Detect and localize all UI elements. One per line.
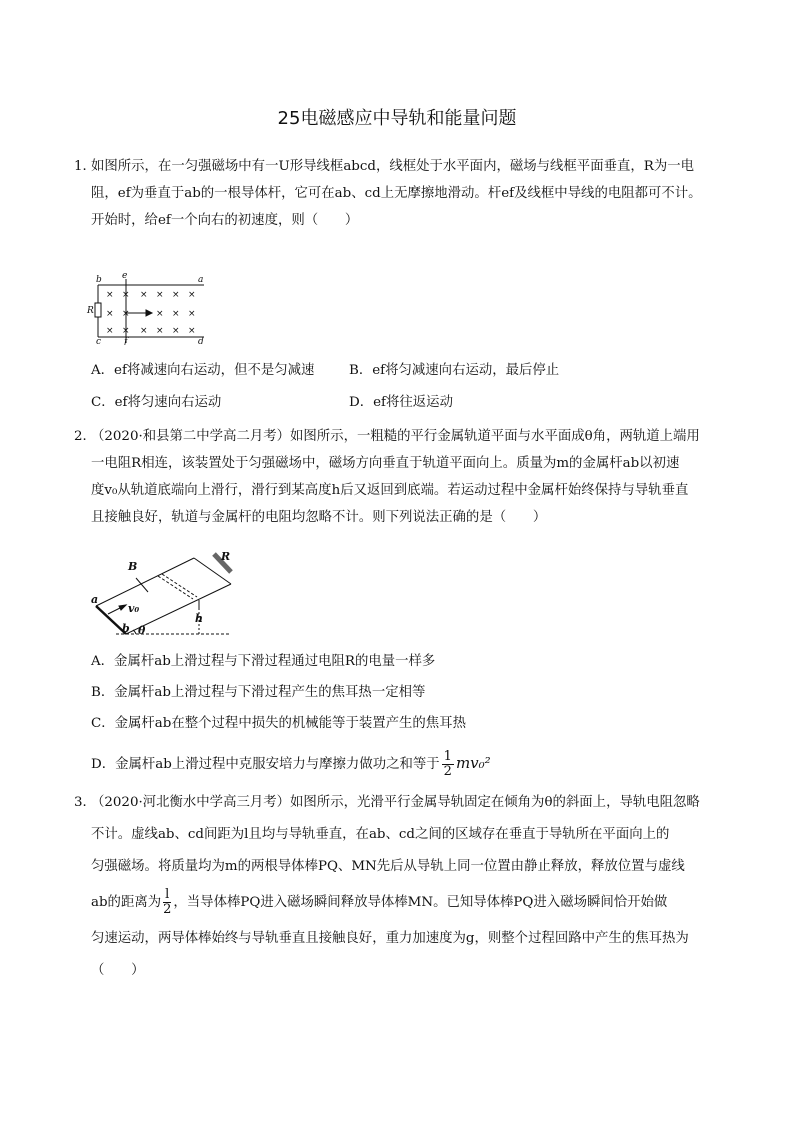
text-segment: ab的距离为 (91, 895, 162, 910)
q1-option-d[interactable]: D．ef将往返运动 (349, 395, 453, 410)
page-title: 25电磁感应中导轨和能量问题 (277, 108, 517, 129)
question-3 (74, 787, 734, 987)
question-number: 3． (74, 795, 96, 810)
question-text-line: （ ） (91, 963, 145, 978)
q1-circuit-figure (86, 273, 216, 345)
fraction (163, 888, 171, 917)
question-text-line: 一电阻R相连，该装置处于匀强磁场中，磁场方向垂直于轨道平面向上。质量为m的金属杆ab以初速 (91, 456, 680, 471)
label-a: a (91, 593, 99, 606)
q1-option-c[interactable]: C．ef将匀速向右运动 (91, 395, 222, 410)
cross-mark: × (106, 326, 114, 336)
question-text-line: 且接触良好，轨道与金属杆的电阻均忽略不计。则下列说法正确的是（ ） (91, 510, 547, 525)
question-text-line: 匀速运动，两导体棒始终与导轨垂直且接触良好，重力加速度为g，则整个过程回路中产生的焦耳热为 (91, 931, 689, 946)
question-text-line: 开始时，给ef一个向右的初速度，则（ ） (91, 213, 359, 228)
cross-mark: × (156, 290, 164, 300)
question-text-line (74, 883, 734, 923)
q1-option-b[interactable]: B．ef将匀减速向右运动，最后停止 (349, 363, 560, 378)
q1-option-a[interactable]: A．ef将减速向右运动，但不是匀减速 (91, 363, 315, 378)
cross-mark: × (106, 290, 114, 300)
q2-incline-figure (86, 548, 236, 640)
label-h: h (195, 612, 203, 625)
formula-tail: mv₀² (455, 754, 491, 772)
cross-mark: × (172, 309, 180, 319)
fraction (442, 750, 454, 779)
cross-mark: × (140, 326, 148, 336)
question-text-line: 度v₀从轨道底端向上滑行，滑行到某高度h后又返回到底端。若运动过程中金属杆始终保持与导轨垂直 (91, 483, 689, 498)
fraction-denominator: 2 (443, 764, 452, 779)
cross-mark: × (106, 309, 114, 319)
fraction-numerator: 1 (443, 749, 452, 764)
label-R: R (221, 550, 231, 563)
label-b: b (122, 622, 130, 635)
label-f: f (124, 337, 128, 345)
cross-mark: × (188, 309, 196, 319)
cross-mark: × (188, 290, 196, 300)
fraction-denominator: 2 (163, 902, 172, 917)
q2-option-a[interactable]: A．金属杆ab上滑过程与下滑过程通过电阻R的电量一样多 (91, 654, 436, 669)
label-R: R (87, 306, 94, 316)
cross-mark: × (156, 326, 164, 336)
question-number: 1． (74, 159, 96, 174)
label-d: d (198, 337, 204, 345)
cross-mark: × (172, 290, 180, 300)
question-text-line: （2020·和县第二中学高二月考）如图所示，一粗糙的平行金属轨道平面与水平面成θ角，两轨道上端用 (91, 429, 700, 444)
label-b: b (96, 275, 102, 285)
question-text-line: 阻，ef为垂直于ab的一根导体杆，它可在ab、cd上无摩擦地滑动。杆ef及线框中导线的电阻都可不计。 (91, 186, 702, 201)
q2-option-d[interactable] (91, 750, 491, 779)
question-number: 2． (74, 429, 96, 444)
question-text-line: 不计。虚线ab、cd间距为l且均与导轨垂直，在ab、cd之间的区域存在垂直于导轨所在平面向上的 (91, 827, 670, 842)
label-a: a (198, 275, 204, 285)
cross-mark: × (156, 309, 164, 319)
cross-mark: × (172, 326, 180, 336)
label-v0: v₀ (128, 602, 140, 615)
cross-mark: × (122, 290, 130, 300)
question-text-line: 如图所示，在一匀强磁场中有一U形导线框abcd，线框处于水平面内，磁场与线框平面垂直，R为一电 (91, 159, 695, 174)
cross-mark: × (122, 326, 130, 336)
text-segment: ，当导体棒PQ进入磁场瞬间释放导体棒MN。已知导体棒PQ进入磁场瞬间恰开始做 (173, 895, 668, 910)
question-2 (74, 423, 734, 531)
q2-option-b[interactable]: B．金属杆ab上滑过程与下滑过程产生的焦耳热一定相等 (91, 685, 426, 700)
cross-mark: × (140, 290, 148, 300)
label-e: e (122, 273, 128, 281)
option-text: D．金属杆ab上滑过程中克服安培力与摩擦力做功之和等于 (91, 757, 440, 772)
fraction-numerator: l (163, 888, 171, 903)
question-text-line: （2020·河北衡水中学高三月考）如图所示，光滑平行金属导轨固定在倾角为θ的斜面上，导轨电阻忽略 (91, 795, 700, 810)
label-c: c (96, 337, 102, 345)
cross-mark: × (188, 326, 196, 336)
cross-mark: × (122, 309, 130, 319)
label-theta: θ (138, 624, 146, 637)
question-1 (74, 153, 734, 234)
q2-option-c[interactable]: C．金属杆ab在整个过程中损失的机械能等于装置产生的焦耳热 (91, 716, 466, 731)
question-text-line: 匀强磁场。将质量均为m的两根导体棒PQ、MN先后从导轨上同一位置由静止释放，释放位置与虚线 (91, 859, 685, 874)
label-B: B (128, 560, 138, 573)
